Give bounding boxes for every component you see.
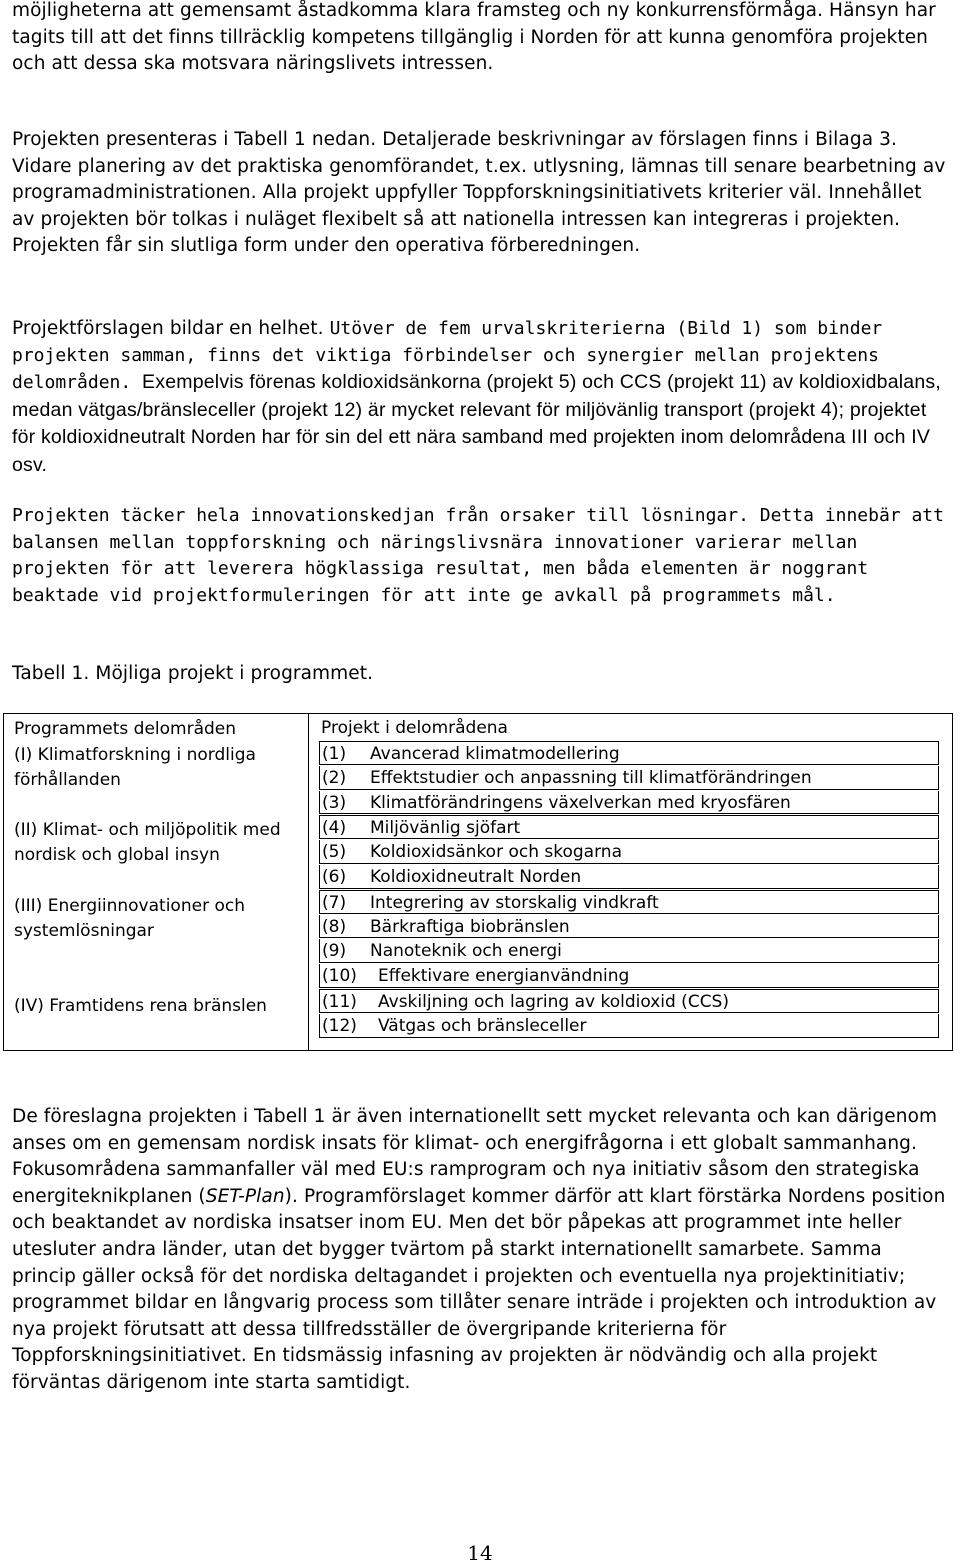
project-name: Koldioxidneutralt Norden: [370, 866, 582, 887]
para3-lead: Projektförslagen bildar en helhet.: [12, 318, 330, 339]
para4-lead: Projekten täcker hela innovationskedjan från orsaker till lösningar.: [12, 505, 760, 526]
projects-column: [309, 714, 953, 1051]
project-name: Nanoteknik och energi: [370, 941, 562, 962]
area-row: (III) Energiinnovationer och systemlösningar: [14, 896, 245, 941]
project-item: [319, 964, 939, 988]
project-item: [319, 766, 939, 790]
project-item: [319, 1014, 939, 1038]
paragraph-projects-presented: Projekten presenteras i Tabell 1 nedan. Detaljerade beskrivningar av förslagen finns i Bilaga 3. Vidare planering av det praktiska genomförandet, t.ex. utlysning, lämnas till senare bearbetning av programadministrationen. Alla projekt uppfyller Toppforskningsinitiativets kriterier väl. Innehållet av projekten bör tolkas i nuläget flexibelt så att nationella intressen kan integreras i projekten. Projekten får sin slutliga form under den operativa förberedningen.: [12, 129, 946, 257]
projects-table: [3, 713, 953, 1051]
project-item: [319, 989, 939, 1013]
project-item: [319, 939, 939, 963]
paragraph-international: [12, 1104, 948, 1397]
page-number: 14: [467, 1541, 493, 1565]
project-number: (12): [322, 1015, 357, 1036]
project-name: Effektivare energianvändning: [378, 966, 630, 987]
para5-rest: ). Programförslaget kommer därför att klart förstärka Nordens position och beaktandet av nordiska insatser inom EU. Men det bör påpekas att programmet inte heller utesluter andra länder, utan det bygger tvärtom på starkt internationellt samarbete. Samma princip gäller också för det nordiska deltagandet i projekten och eventuella nya projektinitiativ; programmet bildar en långvarig process som tillåter senare inträde i projekten och introduktion av nya projekt förutsatt att dessa tillfredsställer de övergripande kriterierna för Toppforskningsinitiativet. En tidsmässig infasning av projekten är nödvändig och alla projekt förväntas därigenom inte starta samtidigt.: [12, 1185, 946, 1393]
area-row: (II) Klimat- och miljöpolitik med nordisk och global insyn: [14, 820, 281, 865]
project-number: (10): [322, 966, 357, 987]
set-plan-term: SET-Plan: [205, 1185, 285, 1207]
project-item: [319, 915, 939, 939]
project-name: Koldioxidsänkor och skogarna: [370, 842, 622, 863]
project-number: (11): [322, 991, 357, 1012]
project-name: Bärkraftiga biobränslen: [370, 916, 570, 937]
projects-header: Projekt i delområdena: [321, 718, 508, 738]
project-number: (8): [322, 916, 347, 937]
project-name: Integrering av storskalig vindkraft: [370, 892, 659, 913]
project-item: [319, 791, 939, 815]
project-number: (1): [322, 744, 347, 764]
project-number: (6): [322, 866, 347, 887]
project-item: [319, 741, 939, 765]
table-caption: Tabell 1. Möjliga projekt i programmet.: [12, 663, 374, 684]
project-number: (5): [322, 842, 347, 863]
area-row: (I) Klimatforskning i nordliga förhållanden: [14, 745, 256, 790]
project-name: Avancerad klimatmodellering: [370, 744, 620, 764]
project-name: Effektstudier och anpassning till klimatförändringen: [370, 767, 812, 788]
project-name: Avskiljning och lagring av koldioxid (CCS): [378, 991, 729, 1012]
para5-lead: De föreslagna projekten i Tabell 1 är även internationellt sett mycket relevanta och kan därigenom anses om en gemensam nordisk insats för klimat- och energifrågorna i ett globalt sammanhang. Fokusområdena sammanfaller väl med EU:s ramprogram och nya initiativ såsom den strategiska energiteknikplanen (: [12, 1106, 938, 1207]
project-number: (7): [322, 892, 347, 913]
project-item: [319, 890, 939, 914]
para4-rest: Detta innebär att balansen mellan toppforskning och näringslivsnära innovationer varierar mellan projekten för att leverera högklassiga resultat, men båda elementen är noggrant beaktade vid projektformuleringen för att inte ge avkall på programmets mål.: [12, 505, 944, 606]
project-number: (3): [322, 792, 347, 813]
project-name: Vätgas och bränsleceller: [378, 1015, 587, 1036]
paragraph-project-whole: [12, 316, 948, 480]
paragraph-intro: möjligheterna att gemensamt åstadkomma klara framsteg och ny konkurrensförmåga. Hänsyn har tagits till att det finns tillräcklig kompetens tillgänglig i Norden för att kunna genomföra projekten och att dessa ska motsvara näringslivets intressen.: [12, 0, 936, 75]
area-row: (IV) Framtidens rena bränslen: [14, 996, 267, 1016]
project-item: [319, 840, 939, 864]
project-number: (4): [322, 818, 347, 839]
areas-header: Programmets delområden: [14, 719, 237, 739]
project-number: (9): [322, 941, 347, 962]
project-name: Klimatförändringens växelverkan med kryosfären: [370, 792, 791, 813]
areas-column: [4, 714, 309, 1051]
project-item: [319, 815, 939, 839]
project-number: (2): [322, 767, 347, 788]
project-name: Miljövänlig sjöfart: [370, 818, 521, 839]
paragraph-innovation-chain: [12, 503, 948, 609]
project-item: [319, 865, 939, 889]
para3-middle: Utöver de fem urvalskriterierna (Bild 1) som binder projekten samman, finns det viktiga förbindelser och synergier mellan projektens delområden.: [12, 318, 883, 394]
para3-example: Exempelvis förenas koldioxidsänkorna (projekt 5) och CCS (projekt 11) av koldioxidbalans, medan vätgas/bränsleceller (projekt 12) är mycket relevant för miljövänlig transport (projekt 4); projektet för koldioxidneutralt Norden har för sin del ett nära samband med projekten inom delområdena III och IV osv.: [12, 371, 941, 476]
